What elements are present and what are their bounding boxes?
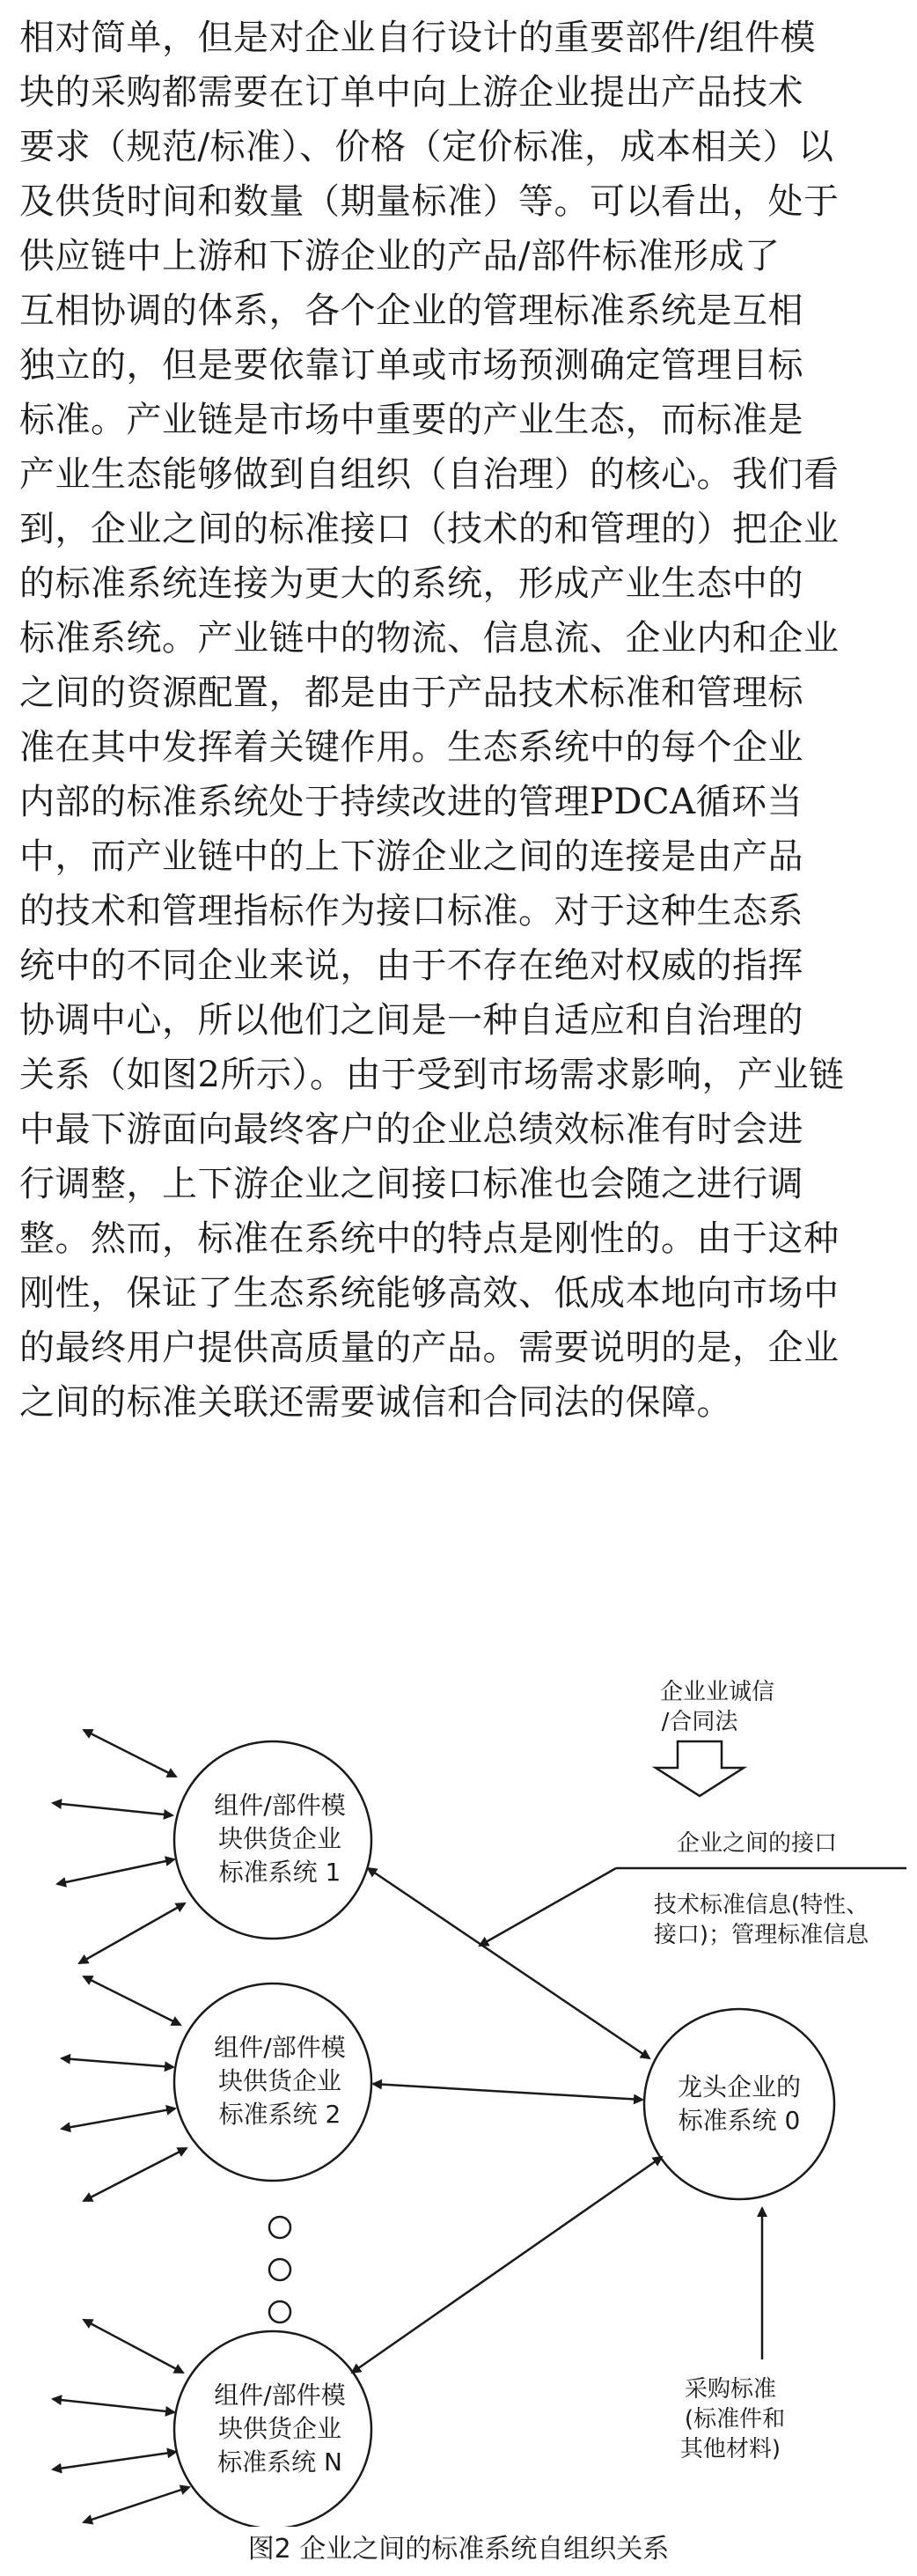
node2-label-2: 块供货企业 — [217, 2066, 342, 2095]
procure-label-3: 其他材料) — [679, 2436, 781, 2462]
procure-label-1: 采购标准 — [684, 2376, 777, 2403]
body-line: 中，而产业链中的上下游企业之间的连接是由产品 — [19, 836, 803, 877]
figure-2 — [0, 1664, 917, 2544]
body-line: 相对简单，但是对企业自行设计的重要部件/组件模 — [19, 18, 816, 58]
procure-label-2: (标准件和 — [684, 2406, 786, 2432]
node2-label-1: 组件/部件模 — [214, 2033, 346, 2062]
body-line: 关系（如图2所示）。由于受到市场需求影响，产业链 — [19, 1055, 845, 1095]
body-line: 互相协调的体系，各个企业的管理标准系统是互相 — [19, 291, 803, 331]
trust-label-2: /合同法 — [661, 1709, 738, 1735]
body-line: 中最下游面向最终客户的企业总绩效标准有时会进 — [19, 1109, 803, 1150]
body-line: 的技术和管理指标作为接口标准。对于这种生态系 — [19, 891, 803, 931]
body-line: 的最终用户提供高质量的产品。需要说明的是，企业 — [19, 1328, 840, 1368]
info-label-1: 技术标准信息(特性、 — [653, 1892, 869, 1918]
body-line: 标准。产业链是市场中重要的产业生态，而标准是 — [19, 400, 803, 440]
body-line: 独立的，但是要依靠订单或市场预测确定管理目标 — [19, 345, 803, 386]
figure-diagram — [0, 1664, 917, 2527]
down-hollow-arrow-icon — [656, 1741, 744, 1796]
node1-label-1: 组件/部件模 — [214, 1791, 346, 1820]
body-line: 的标准系统连接为更大的系统，形成产业生态中的 — [19, 563, 803, 604]
body-line: 之间的标准关联还需要诚信和合同法的保障。 — [19, 1382, 732, 1423]
body-line: 统中的不同企业来说，由于不存在绝对权威的指挥 — [19, 946, 803, 986]
node-leader-0 — [644, 2009, 834, 2199]
ellipsis-dot — [269, 2217, 290, 2238]
node1-external-links — [53, 1730, 185, 1963]
trust-label-1: 企业业诚信 — [659, 1679, 775, 1705]
supplier-leader-links — [352, 1868, 662, 2373]
body-line: 标准系统。产业链中的物流、信息流、企业内和企业 — [19, 618, 840, 659]
interface-label: 企业之间的接口 — [676, 1830, 838, 1857]
body-line: 整。然而，标准在系统中的特点是刚性的。由于这种 — [19, 1218, 840, 1259]
body-line: 块的采购都需要在订单中向上游企业提出产品技术 — [19, 72, 803, 113]
body-line: 刚性，保证了生态系统能够高效、低成本地向市场中 — [19, 1273, 840, 1314]
info-label-2: 接口)；管理标准信息 — [653, 1922, 869, 1948]
node0-label-2: 标准系统 0 — [678, 2106, 801, 2135]
noden-label-2: 块供货企业 — [217, 2414, 342, 2443]
node1-label-3: 标准系统 1 — [218, 1858, 341, 1887]
noden-external-links — [53, 2320, 189, 2522]
body-line: 协调中心，所以他们之间是一种自适应和自治理的 — [19, 1000, 803, 1041]
body-line: 供应链中上游和下游企业的产品/部件标准形成了 — [19, 236, 781, 276]
noden-label-3: 标准系统 N — [217, 2447, 342, 2477]
noden-label-1: 组件/部件模 — [214, 2381, 346, 2410]
body-line: 及供货时间和数量（期量标准）等。可以看出，处于 — [19, 181, 840, 222]
body-line: 产业生态能够做到自组织（自治理）的核心。我们看 — [19, 454, 840, 495]
node0-label-1: 龙头企业的 — [677, 2072, 802, 2101]
node1-label-2: 块供货企业 — [217, 1824, 342, 1853]
ellipsis-dot — [269, 2259, 290, 2280]
body-line: 行调整，上下游企业之间接口标准也会随之进行调 — [19, 1164, 803, 1204]
body-paragraph — [19, 11, 899, 1430]
figure-caption: 图2 企业之间的标准系统自组织关系 — [247, 2534, 670, 2565]
node2-external-links — [62, 1976, 187, 2201]
body-line: 内部的标准系统处于持续改进的管理PDCA循环当 — [19, 782, 803, 822]
body-line: 到，企业之间的标准接口（技术的和管理的）把企业 — [19, 509, 840, 549]
body-line: 准在其中发挥着关键作用。生态系统中的每个企业 — [19, 727, 803, 768]
body-line: 要求（规范/标准）、价格（定价标准，成本相关）以 — [19, 127, 834, 167]
node2-label-3: 标准系统 2 — [218, 2100, 341, 2129]
body-line: 之间的资源配置，都是由于产品技术标准和管理标 — [19, 673, 803, 713]
ellipsis-dot — [269, 2301, 290, 2322]
